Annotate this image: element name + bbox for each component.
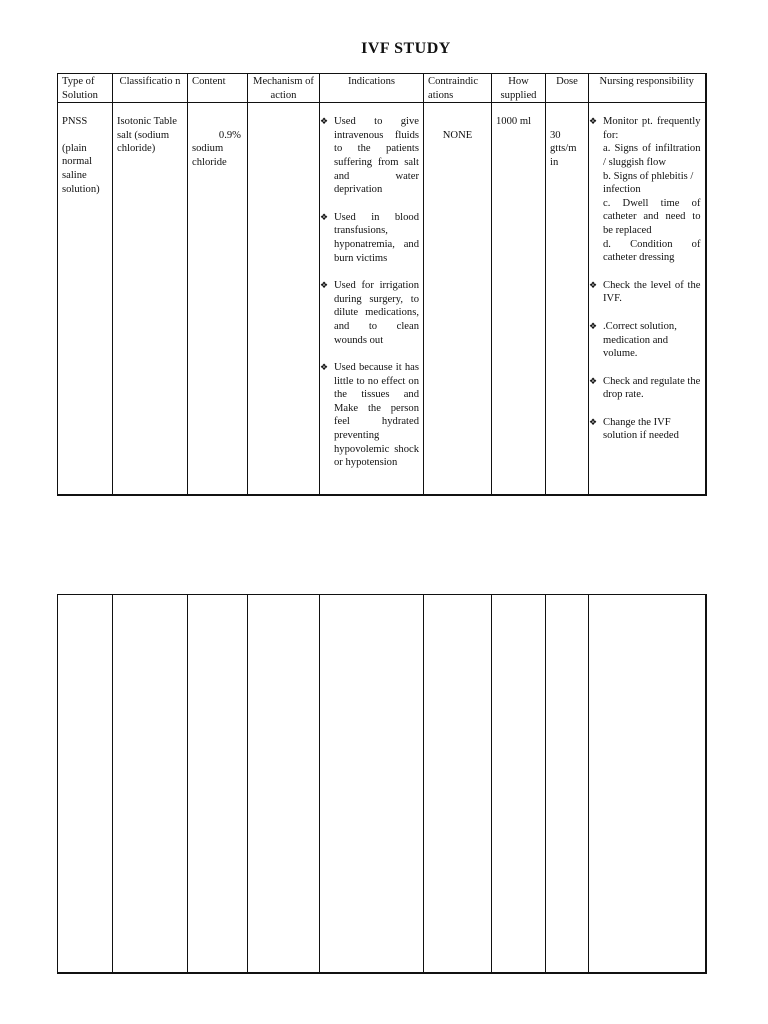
header-how-supplied: How supplied [492, 74, 546, 103]
cell-how-supplied: 1000 ml [492, 103, 546, 496]
cell-classification: Isotonic Table salt (sodium chloride) [113, 103, 188, 496]
list-item [596, 115, 701, 265]
header-nursing-responsibility: Nursing responsibility [589, 74, 706, 103]
contraindications-value: NONE [442, 129, 473, 141]
cell-dose [546, 103, 589, 496]
header-content: Content [188, 74, 248, 103]
blank-cell [424, 595, 492, 974]
header-indications: Indications [320, 74, 424, 103]
cell-mechanism [248, 103, 320, 496]
blank-cell [320, 595, 424, 974]
list-item: ❖ .Correct solution, medication and volume. [596, 320, 701, 361]
table-row [58, 103, 706, 496]
monitor-item: d. Condition of catheter dressing [603, 238, 701, 264]
solution-name: PNSS [62, 116, 88, 128]
list-item: ❖ Check the level of the IVF. [596, 279, 701, 306]
page-title: IVF STUDY [361, 40, 451, 57]
ivf-study-table [57, 73, 707, 496]
header-mechanism: Mechanism of action [248, 74, 320, 103]
dose-value: 30 gtts/m in [550, 129, 577, 168]
cell-type-of-solution [58, 103, 113, 496]
blank-cell [546, 595, 589, 974]
monitor-intro: ❖ Monitor pt. frequently for: [603, 116, 701, 141]
blank-cell [589, 595, 706, 974]
blank-cell [58, 595, 113, 974]
list-item: ❖ Used to give intravenous fluids to the patients suffering from salt and water deprivation [327, 115, 419, 197]
header-contraindications: Contraindic ations [424, 74, 492, 103]
list-item: ❖ Used because it has little to no effect on the tissues and Make the person feel hydrated preventing hypovolemic shock or hypotension [327, 361, 419, 470]
header-row [58, 74, 706, 103]
list-item: ❖ Check and regulate the drop rate. [596, 375, 701, 402]
header-classification: Classificatio n [113, 74, 188, 103]
blank-table [57, 594, 707, 974]
blank-cell [248, 595, 320, 974]
content-amount: 0.9% [218, 129, 241, 141]
cell-contraindications [424, 103, 492, 496]
header-dose: Dose [546, 74, 589, 103]
list-item: ❖ Used for irrigation during surgery, to dilute medications, and to clean wounds out [327, 279, 419, 347]
monitor-item: a. Signs of infiltration / sluggish flow [603, 143, 701, 168]
nursing-list [596, 115, 701, 443]
cell-content [188, 103, 248, 496]
list-item: ❖ Change the IVF solution if needed [596, 416, 701, 443]
content-substance: sodium chloride [192, 143, 227, 168]
cell-nursing-responsibility [589, 103, 706, 496]
table-row [58, 595, 706, 974]
blank-cell [188, 595, 248, 974]
monitor-item: b. Signs of phlebitis / infection [603, 170, 694, 196]
blank-cell [492, 595, 546, 974]
cell-indications [320, 103, 424, 496]
indications-list [327, 115, 419, 470]
solution-description: (plain normal saline solution) [62, 142, 100, 195]
list-item: ❖ Used in blood transfusions, hyponatremia, and burn victims [327, 211, 419, 265]
monitor-item: c. Dwell time of catheter and need to be replaced [603, 197, 701, 236]
blank-cell [113, 595, 188, 974]
header-type-of-solution: Type of Solution [58, 74, 113, 103]
